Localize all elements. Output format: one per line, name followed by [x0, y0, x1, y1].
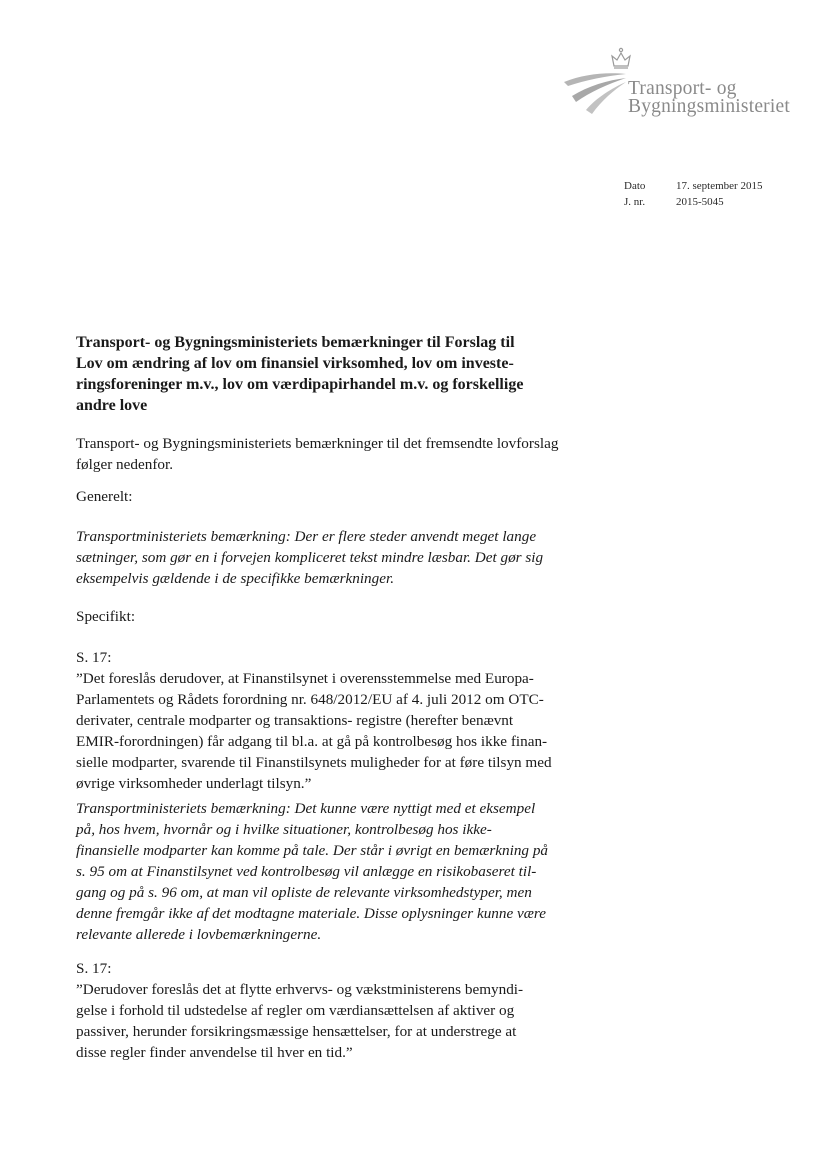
remark-line: relevante allerede i lovbemærkningerne.	[76, 926, 322, 943]
remark-line: Transportministeriets bemærkning: Det kunne være nyttigt med et eksempel	[76, 800, 536, 817]
document-meta	[624, 178, 762, 210]
title-line: Lov om ændring af lov om finansiel virksomhed, lov om investe-	[76, 355, 514, 372]
meta-journal-row	[624, 194, 762, 210]
remark-line: Transportministeriets bemærkning: Der er flere steder anvendt meget lange	[76, 528, 537, 545]
intro-paragraph	[76, 433, 596, 475]
meta-date-label: Dato	[624, 180, 646, 192]
remark-line: denne fremgår ikke af det modtagne materiale. Disse oplysninger kunne være	[76, 905, 546, 922]
quote-line: ”Det foreslås derudover, at Finanstilsynet i overensstemmelse med Europa-	[76, 670, 534, 687]
quote-line: S. 17:	[76, 960, 112, 977]
meta-journal-label: J. nr.	[624, 196, 646, 208]
remark-line: finansielle modparter kan komme på tale. Der står i øvrigt en bemærkning på	[76, 842, 549, 859]
quote-line: Parlamentets og Rådets forordning nr. 648/2012/EU af 4. juli 2012 om OTC-	[76, 691, 544, 708]
quote-line: sielle modparter, svarende til Finanstilsynets muligheder for at føre tilsyn med	[76, 754, 552, 771]
remark-line: s. 95 om at Finanstilsynet ved kontrolbesøg vil anlægge en risikobaseret til-	[76, 863, 537, 880]
crown-swoosh-icon	[562, 44, 632, 124]
quote-line: derivater, centrale modparter og transaktions- registre (herefter benævnt	[76, 712, 514, 729]
quote-section-1	[76, 647, 596, 794]
meta-date-row	[624, 178, 762, 194]
specific-heading: Specifikt:	[76, 608, 136, 625]
specific-remark	[76, 798, 596, 945]
remark-line: sætninger, som gør en i forvejen kompliceret tekst mindre læsbar. Det gør sig	[76, 549, 544, 566]
remark-line: eksempelvis gældende i de specifikke bemærkninger.	[76, 570, 394, 587]
quote-line: EMIR-forordningen) får adgang til bl.a. at gå på kontrolbesøg hos ikke finan-	[76, 733, 548, 750]
quote-line: disse regler finder anvendelse til hver en tid.”	[76, 1044, 353, 1061]
quote-line: S. 17:	[76, 649, 112, 666]
meta-journal-value: 2015-5045	[676, 196, 724, 208]
quote-line: øvrige virksomheder underlagt tilsyn.”	[76, 775, 312, 792]
intro-line: følger nedenfor.	[76, 456, 173, 473]
logo-text-line: Transport- og	[628, 78, 737, 99]
general-heading: Generelt:	[76, 488, 133, 505]
ministry-logo	[562, 44, 812, 124]
title-line: andre love	[76, 397, 148, 414]
remark-line: på, hos hvem, hvornår og i hvilke situationer, kontrolbesøg hos ikke-	[76, 821, 492, 838]
quote-line: gelse i forhold til udstedelse af regler om værdiansættelsen af aktiver og	[76, 1002, 515, 1019]
logo-text-line: Bygningsministeriet	[628, 96, 790, 117]
document-title	[76, 332, 596, 416]
remark-line: gang og på s. 96 om, at man vil opliste de relevante virksomhedstyper, men	[76, 884, 532, 901]
title-line: ringsforeninger m.v., lov om værdipapirhandel m.v. og forskellige	[76, 376, 524, 393]
meta-date-value: 17. september 2015	[676, 180, 763, 192]
title-line: Transport- og Bygningsministeriets bemærkninger til Forslag til	[76, 334, 515, 351]
general-remark	[76, 526, 596, 589]
intro-line: Transport- og Bygningsministeriets bemærkninger til det fremsendte lovforslag	[76, 435, 559, 452]
quote-section-2	[76, 958, 596, 1063]
quote-line: ”Derudover foreslås det at flytte erhvervs- og vækstministerens bemyndi-	[76, 981, 524, 998]
quote-line: passiver, herunder forsikringsmæssige hensættelser, for at understrege at	[76, 1023, 517, 1040]
